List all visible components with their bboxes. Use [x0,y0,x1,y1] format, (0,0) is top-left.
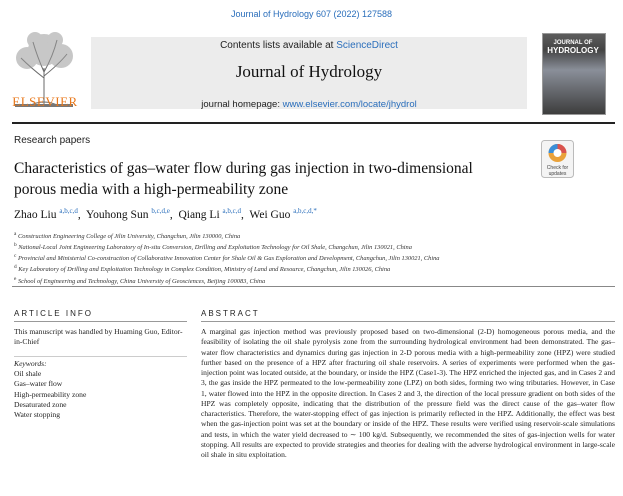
keyword-item: Desaturated zone [14,399,67,409]
journal-cover-title [546,40,600,54]
abstract-text: A marginal gas injection method was previously proposed based on two-dimensional (2-D) homogeneous porous media, and the feasibility of isolating the oil shale pyrolysis zone from the surrounding hydrological environment had been demonstrated. The gas–water flow characteristics and dynamics during gas injection in 2-D porous media with a high-permeability zone (HPZ) were studied further based on the presence of a HPZ after fracturing oil shale reservoirs. A series of experiments were performed when the gas-injection point was located outside, at the boundary, or inside the HPZ (Case1-3). The HPZ enriched the injected gas, and in Cases 2 and 3, the gas inside the HPZ permeated to the low-permeability zone (LPZ) on both sides, forming two wing tributaries. However, in Case 1, water flowed into the HPZ in the opposite direction. In Cases 2 and 3, the direction of the local pressure gradient on both sides of the HPZ was completely opposite, indicating that the distribution of the pressure field was the direct cause of the gas–water flow characteristics. Therefore, the water-stopping effect of gas injection is primarily reflected in the HPZ. Additionally, the effect was best when the gas-injection point was set at the boundary or inside of the HPZ. These results were verified using reservoir-scale simulations and tests, in which the water yield decreased to ∼ 100 kg/d. Subsequently, we recommended the sites of gas-injection wells for water stopping. All results are expected to provide strategies and theories for dealing with the adverse hydrological environment in large-scale oil shale in situ exploitation. [201,327,615,459]
sciencedirect-link[interactable]: ScienceDirect [336,40,398,51]
author-list: Zhao Liu $^{a,b,c,d}$, Youhong Sun $^{b,c,d,e}$, Qiang Li $^{a,b,c,d}$, Wei Guo $^{a,b,c,d,*}$ [14,207,317,221]
affiliation-list [14,230,614,286]
article-info-rule [14,321,187,322]
affiliation-divider [12,286,615,287]
check-updates-line1: Check for [546,165,569,171]
author-3-name[interactable]: Qiang Li [178,208,220,221]
author-4-affil[interactable]: a,b,c,d,* [293,207,317,215]
title-line-1: Characteristics of gas–water flow during gas injection in two-dimensional [14,160,473,177]
article-info-heading: ARTICLE INFO [14,309,93,318]
homepage-link[interactable]: www.elsevier.com/locate/jhydrol [282,99,417,110]
affiliation-item: $^a$ Construction Engineering College of Jilin University, Changchun, Jilin 130000, China [14,231,241,241]
author-4-name[interactable]: Wei Guo [249,208,291,221]
abstract-heading: ABSTRACT [201,309,260,318]
keyword-item: Gas–water flow [14,379,63,389]
check-for-updates-badge[interactable] [541,140,574,178]
keywords-title: Keywords: [14,359,47,368]
journal-homepage [91,99,527,110]
affiliation-item: $^b$ National-Local Joint Engineering Laboratory of In-situ Conversion, Drilling and Exploitation Technology for Oil Shale, Changchun, Jilin 130021, China [14,242,412,252]
contents-availability [91,40,527,51]
journal-citation[interactable]: Journal of Hydrology 607 (2022) 127588 [230,9,393,19]
affiliation-item: $^c$ Provincial and Ministerial Co-construction of Collaborative Innovation Center for Shale Oil & Gas Exploration and Development, Changchun, Jilin 130021, China [14,253,440,263]
abstract-rule [201,321,615,322]
keywords-block [14,359,189,420]
handled-by-note: This manuscript was handled by Huaming Guo, Editor-in-Chief [14,327,183,346]
section-label: Research papers [14,135,91,146]
check-updates-line2: updates [548,171,567,177]
affiliation-item: $^e$ School of Engineering and Technology, China University of Geosciences, Beijing 100083, China [14,275,266,285]
keyword-item: Oil shale [14,369,42,379]
author-2-affil[interactable]: b,c,d,e [151,207,170,215]
author-1-affil[interactable]: a,b,c,d [59,207,78,215]
journal-title: Journal of Hydrology [235,62,383,81]
title-line-2: porous media with a high-permeability zone [14,181,289,198]
keyword-item: High-permeability zone [14,389,87,399]
author-2-name[interactable]: Youhong Sun [86,208,149,221]
keyword-item: Water stopping [14,410,60,420]
homepage-prefix: journal homepage: [201,99,283,110]
affiliation-item: $^d$ Key Laboratory of Drilling and Exploitation Technology in Complex Condition, Ministry of Land and Resource, Changchun, Jilin 130026, China [14,264,391,274]
article-title [14,158,529,200]
keywords-rule [14,356,187,357]
publisher-logo-text: ELSEVIER [12,94,78,109]
contents-prefix: Contents lists available at [220,40,337,51]
author-1-name[interactable]: Zhao Liu [14,208,57,221]
cover-title-line1: JOURNAL OF [553,40,593,46]
cover-title-line2: HYDROLOGY [547,46,599,55]
author-3-affil[interactable]: a,b,c,d [222,207,241,215]
header-divider [12,122,615,124]
